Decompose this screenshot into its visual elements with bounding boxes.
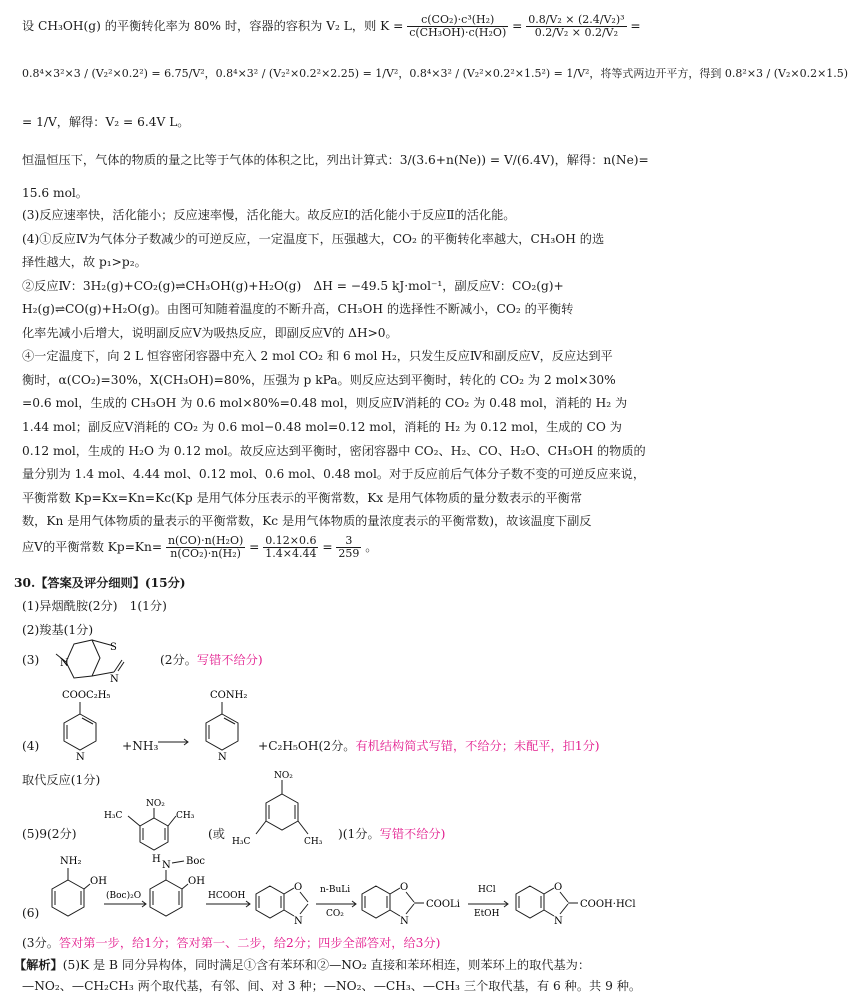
dimethylnitrobenzene-structure-1	[104, 796, 204, 856]
nitrogen-atom-label: N	[554, 916, 563, 927]
q30-answer-5-score	[338, 826, 678, 842]
hydroxyl-group-label: OH	[90, 876, 107, 887]
k-fraction	[407, 14, 508, 39]
reagent-label: CO₂	[326, 909, 344, 919]
k-value-fraction	[526, 14, 626, 39]
reagent-label: HCl	[478, 885, 496, 895]
score-text: )(1分。	[338, 827, 380, 841]
text-line: 0.8⁴×3²×3 / (V₂²×0.2²) = 6.75/V²，0.8⁴×3² / (V₂²×0.2²×2.25) = 1/V²，0.8⁴×3² / (V₂²×0.2²×1.5²) = 1/V²，将等式两边开平方，得到 0.8²×3 / (V₂×0.2×1.5)	[22, 67, 848, 80]
text-line: (3)反应速率快，活化能小；反应速率慢，活化能大。故反应Ⅰ的活化能小于反应Ⅱ的活化能。	[22, 208, 516, 222]
text-line: 0.12 mol，生成的 H₂O 为 0.12 mol。故反应达到平衡时，密闭容器中 CO₂、H₂、CO、H₂O、CH₃OH 的物质的	[22, 444, 646, 458]
text-line: 设 CH₃OH(g) 的平衡转化率为 80% 时，容器的容积为 V₂ L，则 K = $\frac{\text{c(CO₂)·c³(H₂)}}{\text{c(CH₃OH)·c(H₂O)}}$ = $\frac{\text{0.8/V₂ × (2.4/V₂)³}}{\text{0.2/V₂ × 0.2/V₂}}$ =	[22, 13, 641, 39]
amino-group-label: NH₂	[60, 856, 82, 867]
text-line: 择性越大，故 p₁>p₂。	[22, 255, 147, 269]
grading-note: 写错不给分)	[379, 827, 446, 841]
text-line: 1.44 mol；副反应Ⅴ消耗的 CO₂ 为 0.6 mol−0.48 mol=0.12 mol，消耗的 H₂ 为 0.12 mol，生成的 CO 为	[22, 420, 622, 434]
ammonia-reagent: +NH₃	[122, 739, 159, 753]
text-line: 恒温恒压下，气体的物质的量之比等于气体的体积之比，列出计算式：3/(3.6+n(Ne)) = V/(6.4V)，解得：n(Ne)=	[22, 153, 649, 167]
methyl-group-label: CH₃	[176, 811, 195, 821]
oxygen-atom-label: O	[294, 882, 303, 893]
text-line: H₂(g)⇌CO(g)+H₂O(g)。由图可知随着温度的不断升高，CH₃OH 的选择性不断减小，CO₂ 的平衡转	[22, 302, 574, 316]
text-span: =	[249, 540, 260, 554]
reagent-label: n-BuLi	[320, 885, 351, 895]
text-line: (4)①反应Ⅳ为气体分子数减少的可逆反应，一定温度下，压强越大，CO₂ 的平衡转化率越大，CH₃OH 的选	[22, 232, 605, 246]
text-line: =0.6 mol，生成的 CH₃OH 为 0.6 mol×80%=0.48 mol，则反应Ⅳ消耗的 CO₂ 为 0.48 mol，消耗的 H₂ 为	[22, 396, 628, 410]
fraction-denominator: 0.2/V₂ × 0.2/V₂	[534, 26, 619, 39]
kp-result-fraction	[336, 535, 361, 560]
byproduct-text: +C₂H₅OH(2分。	[258, 739, 356, 753]
grading-note: 答对第一步，给1分；答对第一、二步，给2分；四步全部答对，给3分)	[58, 936, 441, 950]
text-span: =	[322, 540, 333, 554]
q30-answer-4-score	[258, 738, 678, 754]
nitro-group-label: NO₂	[274, 771, 293, 781]
hydroxyl-group-label: OH	[188, 876, 205, 887]
text-span: (5)K 是 B 同分异构体，同时满足①含有苯环和②—NO₂ 直接和苯环相连，则苯环上的取代基为：	[62, 958, 591, 972]
analysis-line-2: —NO₂、—CH₂CH₃ 两个取代基，有邻、间、对 3 种；—NO₂、—CH₃、—CH₃ 三个取代基，有 6 种。共 9 种。	[22, 979, 642, 993]
text-line: 数，Kn 是用气体物质的量表示的平衡常数，Kc 是用气体物质的量浓度表示的平衡常数)，故该温度下副反	[22, 514, 592, 528]
fraction-numerator: 0.12×0.6	[265, 534, 317, 547]
lithium-carboxylate-label: COOLi	[426, 899, 460, 910]
amide-group-label: CONH₂	[210, 690, 248, 701]
text-span: 。	[365, 540, 378, 554]
grading-note: 有机结构简式写错，不给分；未配平，扣1分)	[355, 739, 600, 753]
q30-answer-3-score	[160, 652, 678, 668]
analysis-line-1	[14, 957, 678, 973]
text-line: 衡时，α(CO₂)=30%，X(CH₃OH)=80%，压强为 p kPa。则反应达到平衡时，转化的 CO₂ 为 2 mol×30%	[22, 373, 616, 387]
text-span: 30.【答案及评分细则】(15分)	[14, 576, 186, 590]
fraction-numerator: c(CO₂)·c³(H₂)	[407, 14, 508, 27]
methyl-group-label: CH₃	[304, 837, 323, 847]
q30-header	[14, 575, 678, 591]
text-line: 量分别为 1.4 mol、4.44 mol、0.12 mol、0.6 mol、0.48 mol。对于反应前后气体分子数不变的可逆反应来说，	[22, 467, 646, 481]
reagent-label: (Boc)₂O	[106, 891, 142, 901]
nitrogen-atom-label: N	[400, 916, 409, 927]
text-line: 化率先减小后增大，说明副反应Ⅴ为吸热反应，即副反应Ⅴ的 ΔH>0。	[22, 326, 398, 340]
text-span: 设 CH₃OH(g) 的平衡转化率为 80% 时，容器的容积为 V₂ L，则 K =	[22, 19, 404, 33]
ethyl-isonicotinate-structure	[48, 686, 128, 764]
oxygen-atom-label: O	[554, 882, 563, 893]
text-line: 15.6 mol。	[22, 186, 88, 200]
boc-group-label: Boc	[186, 856, 205, 867]
synthesis-route	[44, 852, 692, 936]
fraction-denominator: c(CH₃OH)·c(H₂O)	[409, 26, 507, 39]
grading-note: 写错不给分)	[196, 653, 263, 667]
fraction-numerator: 0.8/V₂ × (2.4/V₂)³	[528, 13, 625, 26]
sulfur-atom-label: S	[110, 642, 117, 653]
q30-answer-5-or: (或	[208, 827, 225, 841]
kp-value-fraction	[263, 535, 318, 560]
kp-fraction	[166, 535, 245, 560]
reaction-arrow	[158, 736, 192, 748]
nitrogen-atom-label: N	[162, 860, 171, 871]
nitro-group-label: NO₂	[146, 799, 165, 809]
analysis-tag: 【解析】	[14, 958, 63, 972]
dimethylnitrobenzene-structure-2	[232, 768, 332, 858]
text-line: 平衡常数 Kp=Kx=Kn=Kc(Kp 是用气体分压表示的平衡常数，Kx 是用气体物质的量分数表示的平衡常	[22, 491, 583, 505]
q30-answer-6-score	[22, 935, 678, 951]
fraction-denominator: 1.4×4.44	[265, 547, 317, 560]
fraction-denominator: n(CO₂)·n(H₂)	[170, 547, 241, 560]
fraction-numerator: 3	[336, 535, 361, 548]
text-line: ④一定温度下，向 2 L 恒容密闭容器中充入 2 mol CO₂ 和 6 mol H₂，只发生反应Ⅳ和副反应Ⅴ，反应达到平	[22, 349, 613, 363]
nitrogen-atom-label: N	[294, 916, 303, 927]
carboxylic-acid-hcl-label: COOH·HCl	[580, 899, 636, 910]
q30-answer-4-label: (4)	[22, 739, 40, 753]
q30-answer-2: (2)羧基(1分)	[22, 623, 94, 637]
score-text: (2分。	[160, 653, 197, 667]
reagent-label: EtOH	[474, 909, 500, 919]
nitrogen-atom-label: N	[60, 658, 69, 669]
methyl-group-label: H₃C	[232, 837, 251, 847]
fraction-numerator: n(CO)·n(H₂O)	[167, 534, 244, 547]
nitrogen-atom-label: N	[218, 752, 227, 763]
score-text: (3分。	[22, 936, 59, 950]
hydrogen-atom-label: H	[152, 854, 161, 865]
ester-group-label: COOC₂H₅	[62, 690, 111, 701]
q30-answer-1: (1)异烟酰胺(2分) 1(1分)	[22, 599, 167, 613]
q30-answer-5-label: (5)9(2分)	[22, 827, 77, 841]
reagent-label: HCOOH	[208, 891, 246, 901]
text-line: ②反应Ⅳ：3H₂(g)+CO₂(g)⇌CH₃OH(g)+H₂O(g) ΔH = −49.5 kJ·mol⁻¹，副反应Ⅴ：CO₂(g)+	[22, 279, 564, 293]
q30-reaction-type: 取代反应(1分)	[22, 773, 101, 787]
text-span: 应Ⅴ的平衡常数 Kp=Kn=	[22, 540, 163, 554]
text-line: = 1/V，解得：V₂ = 6.4V L。	[22, 115, 190, 129]
nitrogen-atom-label: N	[110, 674, 119, 685]
q30-answer-3-label: (3)	[22, 653, 40, 667]
fraction-denominator: 259	[338, 547, 360, 560]
methyl-group-label: H₃C	[104, 811, 123, 821]
structure-3-thiazolopyridine	[44, 636, 154, 686]
q30-answer-6-label: (6)	[22, 906, 40, 920]
oxygen-atom-label: O	[400, 882, 409, 893]
nitrogen-atom-label: N	[76, 752, 85, 763]
text-line	[22, 535, 678, 560]
